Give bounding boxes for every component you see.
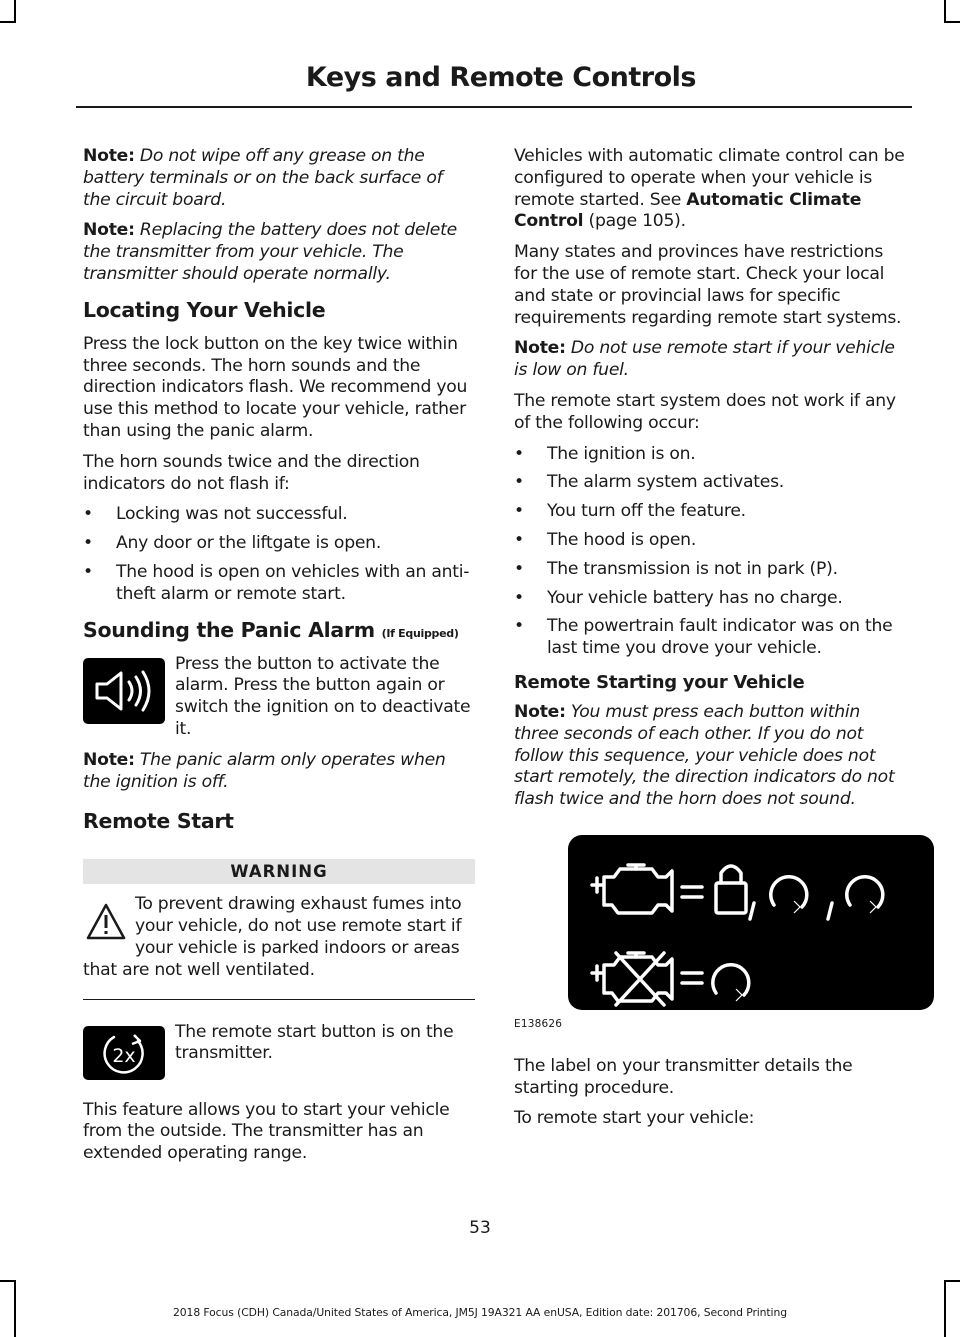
not-work-paragraph: The remote start system does not work if any of the following occur:: [514, 390, 896, 433]
remote-button-paragraph: The remote start button is on the transmitter.: [175, 1021, 454, 1064]
heading-panic-alarm: [83, 618, 475, 642]
engine-icon: [592, 865, 672, 913]
list-item: • Any door or the liftgate is open.: [83, 533, 475, 555]
states-paragraph: Many states and provinces have restrictions for the use of remote start. Check your local and state or provincial laws for specific requirements regarding remote start systems.: [514, 242, 902, 328]
panic-paragraph: Press the button to activate the alarm. Press the button again or switch the ignition on to deactivate it.: [175, 653, 471, 739]
note-fuel: [514, 338, 908, 382]
remote-start-arrow-icon: [847, 877, 883, 907]
list-item: • The alarm system activates.: [514, 472, 908, 494]
comma-separator: [828, 903, 832, 919]
heading-remote-starting: Remote Starting your Vehicle: [514, 671, 805, 693]
note-label: Note:: [83, 749, 135, 770]
note-sequence: [514, 702, 908, 811]
warning-body: [83, 894, 475, 990]
note-label: Note:: [514, 701, 566, 722]
remote-start-diagram: [568, 835, 934, 1010]
note-text: Do not wipe off any grease on the battery terminals or on the back surface of the circuit board.: [83, 146, 443, 210]
heading-remote-start: Remote Start: [83, 809, 234, 834]
note-panic: [83, 750, 475, 794]
note-text: You must press each button within three seconds of each other. If you do not follow this sequence, your vehicle does not start remotely, the direction indicators do not flash twice and the horn does not sound.: [514, 701, 895, 810]
locating-paragraph: Press the lock button on the key twice within three seconds. The horn sounds and the direction indicators flash. We recommend you use this method to locate your vehicle, rather than using the panic alarm.: [83, 333, 468, 441]
list-item: • Your vehicle battery has no charge.: [514, 588, 908, 610]
if-equipped-label: (If Equipped): [381, 626, 459, 640]
note-text: The panic alarm only operates when the ignition is off.: [83, 749, 446, 792]
lock-icon: [716, 866, 746, 913]
2x-label: 2x: [112, 1044, 136, 1067]
list-item: • You turn off the feature.: [514, 501, 908, 523]
note-label: Note:: [83, 146, 135, 166]
list-item: • Locking was not successful.: [83, 504, 475, 526]
note-text: Do not use remote start if your vehicle is low on fuel.: [514, 338, 895, 381]
list-item: • The hood is open on vehicles with an anti-theft alarm or remote start.: [83, 562, 475, 606]
remote-start-arrow-icon: [713, 965, 749, 995]
horn-paragraph: The horn sounds twice and the direction indicators do not flash if:: [83, 451, 420, 494]
page-title: Keys and Remote Controls: [305, 62, 696, 93]
note-label: Note:: [514, 338, 566, 359]
right-column: [514, 146, 908, 1139]
list-item: • The ignition is on.: [514, 444, 908, 466]
warning-divider: [83, 999, 475, 1000]
warning-box: [83, 859, 475, 999]
crop-mark: [0, 21, 16, 23]
list-item: • The hood is open.: [514, 530, 908, 552]
crop-mark: [0, 1280, 16, 1282]
climate-control-link[interactable]: Automatic Climate Control: [514, 189, 862, 232]
note-text: Replacing the battery does not delete the transmitter from your vehicle. The transmitter should operate normally.: [83, 220, 457, 284]
page-number: 53: [469, 1218, 491, 1238]
to-remote-paragraph: To remote start your vehicle:: [514, 1108, 755, 1129]
label-paragraph: The label on your transmitter details the starting procedure.: [514, 1055, 853, 1098]
left-column: [83, 146, 475, 1174]
header-divider: [76, 106, 912, 108]
climate-text: Vehicles with automatic climate control can be configured to operate when your vehicle is remote started. See: [514, 146, 905, 210]
panic-block: [83, 654, 475, 741]
locating-bullet-list: [83, 504, 475, 605]
warning-title: WARNING: [83, 859, 475, 884]
footer-text: 2018 Focus (CDH) Canada/United States of America, JM5J 19A321 AA enUSA, Edition date: 201706, Second Printing: [173, 1306, 787, 1319]
remote-start-button-icon: [83, 1026, 165, 1080]
warning-triangle-icon: [85, 902, 127, 942]
climate-paragraph: [514, 146, 908, 233]
warning-text: To prevent drawing exhaust fumes into your vehicle, do not use remote start if your vehicle is parked indoors or areas that are not well ventilated.: [83, 894, 462, 980]
remote-start-arrow-icon: [771, 877, 807, 907]
equals-sign: [682, 973, 702, 983]
crop-mark: [944, 21, 960, 23]
image-code: E138626: [514, 1017, 563, 1030]
comma-separator: [750, 903, 754, 919]
crop-mark: [944, 1280, 960, 1282]
list-item: • The powertrain fault indicator was on the last time you drove your vehicle.: [514, 616, 908, 660]
engine-crossed-icon: [592, 953, 672, 1005]
feature-paragraph: This feature allows you to start your vehicle from the outside. The transmitter has an extended operating range.: [83, 1099, 450, 1164]
equals-sign: [682, 887, 702, 897]
crop-mark: [944, 0, 946, 22]
not-work-bullet-list: [514, 444, 908, 660]
list-item: • The transmission is not in park (P).: [514, 559, 908, 581]
crop-mark: [14, 0, 16, 22]
remote-button-block: [83, 1022, 475, 1094]
speaker-icon: [83, 658, 165, 724]
note-grease: [83, 146, 475, 211]
heading-locating-vehicle: Locating Your Vehicle: [83, 297, 326, 322]
page-reference: (page 105).: [583, 211, 686, 232]
note-battery: [83, 220, 475, 285]
heading-text: Sounding the Panic Alarm: [83, 617, 375, 642]
note-label: Note:: [83, 220, 135, 241]
